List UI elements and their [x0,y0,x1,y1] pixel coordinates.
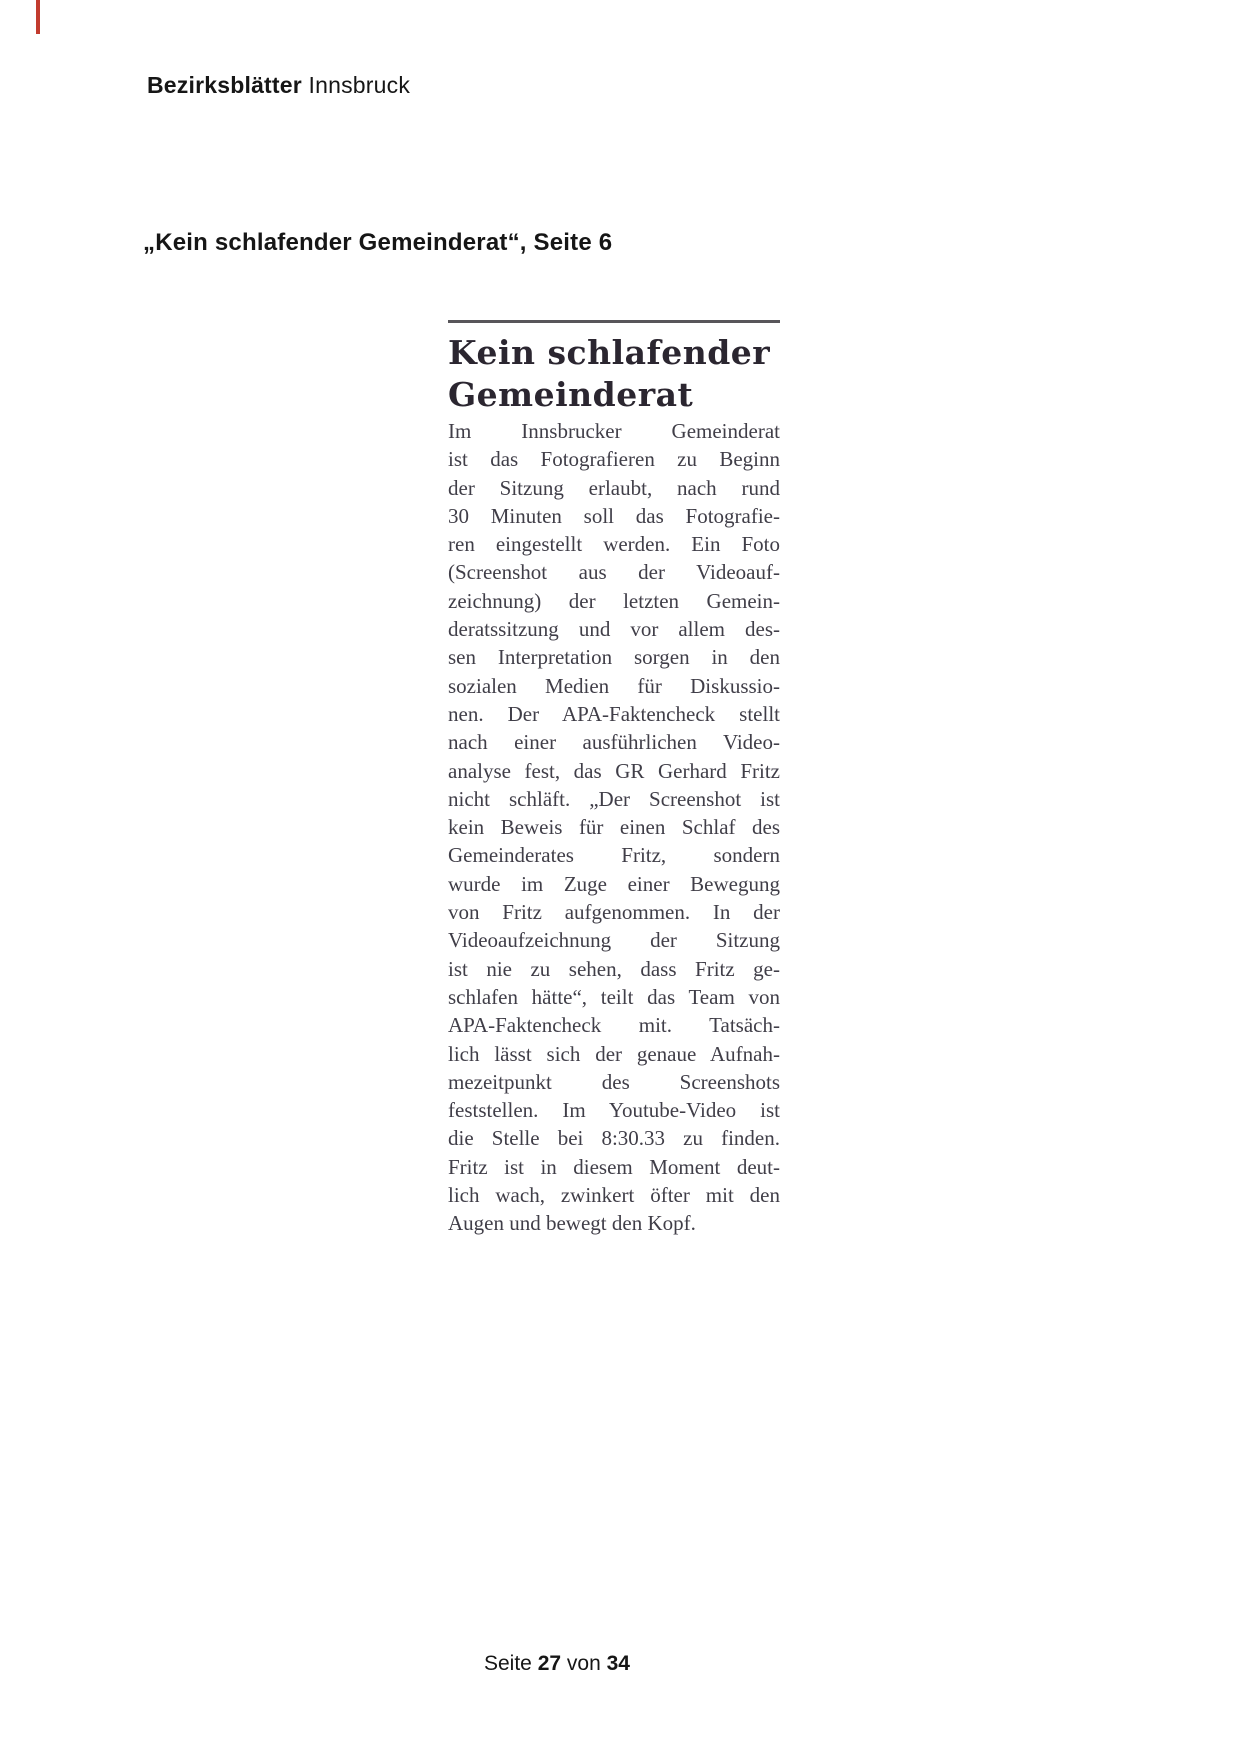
footer-page-label: Seite [484,1652,532,1675]
article-body-line: zeichnung) der letzten Gemein- [448,588,780,613]
article-headline [448,332,780,416]
publication-header [147,72,410,99]
article-body-line: feststellen. Im Youtube-Video ist [448,1098,780,1123]
article-body [448,417,780,1238]
article-body-line: Videoaufzeichnung der Sitzung [448,928,780,953]
article-body-line: Augen und bewegt den Kopf. [448,1211,696,1236]
article-top-rule [448,320,780,323]
article-body-line: sen Interpretation sorgen in den [448,645,780,670]
article-body-line: nach einer ausführlichen Video- [448,730,780,755]
article-body-line: deratssitzung und vor allem des- [448,617,780,642]
article-body-line: Fritz ist in diesem Moment deut- [448,1154,780,1179]
page-footer [0,1652,1114,1676]
article-headline-line1: Kein schlafender [448,333,771,372]
article-body-line: nicht schläft. „Der Screenshot ist [448,786,780,811]
scan-edge-mark [36,0,40,34]
article-body-line: ist nie zu sehen, dass Fritz ge- [448,956,780,981]
article-body-line: nen. Der APA-Faktencheck stellt [448,701,780,726]
footer-page-total: 34 [606,1652,630,1675]
article-headline-line2: Gemeinderat [448,375,694,414]
article-body-line: Im Innsbrucker Gemeinderat [448,419,780,443]
article-body-line: die Stelle bei 8:30.33 zu finden. [448,1126,780,1151]
clipping-title: „Kein schlafender Gemeinderat“, Seite 6 [143,229,613,256]
article-body-line: analyse fest, das GR Gerhard Fritz [448,758,780,783]
article-body-line: APA-Faktencheck mit. Tatsäch- [448,1013,780,1038]
publication-edition: Innsbruck [308,72,411,98]
article-body-line: (Screenshot aus der Videoauf- [448,560,780,585]
article-body-line: der Sitzung erlaubt, nach rund [448,475,780,500]
article-body-line: Gemeinderates Fritz, sondern [448,843,780,868]
article-body-line: sozialen Medien für Diskussio- [448,673,780,698]
article-body-line: wurde im Zuge einer Bewegung [448,871,780,896]
article-body-line: 30 Minuten soll das Fotografie- [448,503,780,528]
article-body-line: von Fritz aufgenommen. In der [448,900,780,925]
article-body-line: mezeitpunkt des Screenshots [448,1069,780,1094]
publication-name: Bezirksblätter [147,72,302,98]
footer-page-current: 27 [537,1652,562,1675]
article-body-line: ren eingestellt werden. Ein Foto [448,532,780,557]
article-body-line: lich lässt sich der genaue Aufnah- [448,1041,780,1066]
article-body-line: lich wach, zwinkert öfter mit den [448,1183,780,1208]
article-body-line: ist das Fotografieren zu Beginn [448,447,780,472]
footer-of-label: von [566,1652,601,1675]
article-body-line: kein Beweis für einen Schlaf des [448,815,780,840]
article-body-line: schlafen hätte“, teilt das Team von [448,984,780,1009]
news-article [448,320,780,1238]
